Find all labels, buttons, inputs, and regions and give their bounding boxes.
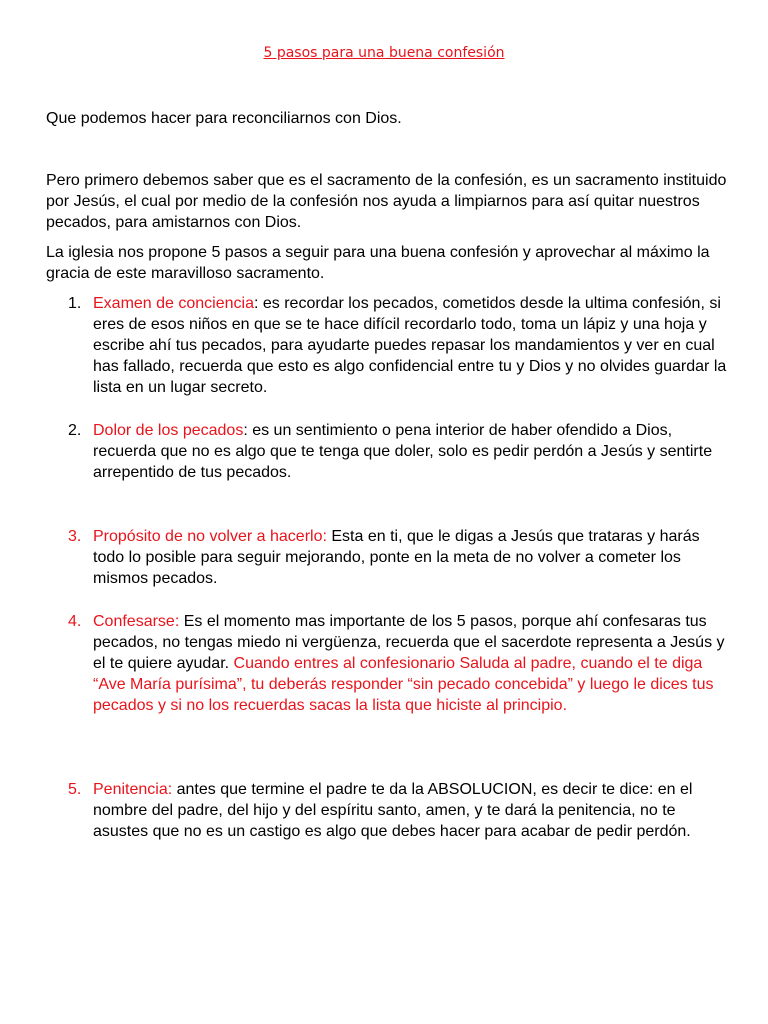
step-text: Es el momento mas importante de los 5 pasos, porque ahí confesaras tus pecados, no tengas miedo ni vergüenza, recuerda que el sacerdote representa a Jesús y el te quiere ayudar. (93, 613, 725, 672)
intro-paragraph: Que podemos hacer para reconciliarnos con Dios. (46, 110, 402, 127)
lead-paragraph: Pero primero debemos saber que es el sacramento de la confesión, es un sacramento instituido por Jesús, el cual por medio de la confesión nos ayuda a limpiarnos para así quitar nuestros pecados, para amistarnos con Dios. (46, 172, 727, 231)
step-label: Dolor de los pecados (93, 422, 244, 439)
step-number: 5. (68, 781, 82, 798)
step-text: es recordar los pecados, cometidos desde la ultima confesión, si eres de esos niños en que se te hace difícil recordarlo todo, toma un lápiz y una hoja y escribe ahí tus pecados, para ayudarte puedes repasar los mandamientos y ver en cual has fallado, recuerda que esto es algo confidencial entre tu y Dios y no olvides guardar la lista en un lugar secreto. (93, 295, 727, 396)
step-separator: : (253, 295, 263, 312)
document-title: 5 pasos para una buena confesión (263, 45, 505, 61)
step-item-4 (68, 611, 728, 716)
step-number: 4. (68, 613, 82, 630)
step-number: 3. (68, 528, 82, 545)
step-number: 1. (68, 295, 82, 312)
step-label: Propósito de no volver a hacerlo: (93, 528, 327, 545)
step-extra-text: Cuando entres al confesionario Saluda al padre, cuando el te diga “Ave María purísima”, tu deberás responder “sin pecado concebida” y luego le dices tus pecados y si no los recuerdas sacas la lista que hiciste al principio. (93, 655, 714, 714)
step-number: 2. (68, 422, 82, 439)
step-label: Examen de conciencia (93, 295, 254, 312)
step-item-3 (68, 526, 728, 589)
step-text: antes que termine el padre te da la ABSOLUCION, es decir te dice: en el nombre del padre, del hijo y del espíritu santo, amen, y te dará la penitencia, no te asustes que no es un castigo es algo que debes hacer para acabar de pedir perdón. (93, 781, 693, 840)
step-label: Confesarse: (93, 613, 180, 630)
step-item-2 (68, 420, 728, 483)
step-text: Esta en ti, que le digas a Jesús que trataras y harás todo lo posible para seguir mejorando, ponte en la meta de no volver a cometer los mismos pecados. (93, 528, 700, 587)
step-item-1 (68, 293, 728, 398)
lead2-paragraph: La iglesia nos propone 5 pasos a seguir para una buena confesión y aprovechar al máximo la gracia de este maravilloso sacramento. (46, 244, 710, 282)
step-item-5 (68, 779, 728, 842)
step-label: Penitencia: (93, 781, 173, 798)
step-separator: : (243, 422, 253, 439)
step-text: es un sentimiento o pena interior de haber ofendido a Dios, recuerda que no es algo que te tenga que doler, solo es pedir perdón a Jesús y sentirte arrepentido de tus pecados. (93, 422, 713, 481)
